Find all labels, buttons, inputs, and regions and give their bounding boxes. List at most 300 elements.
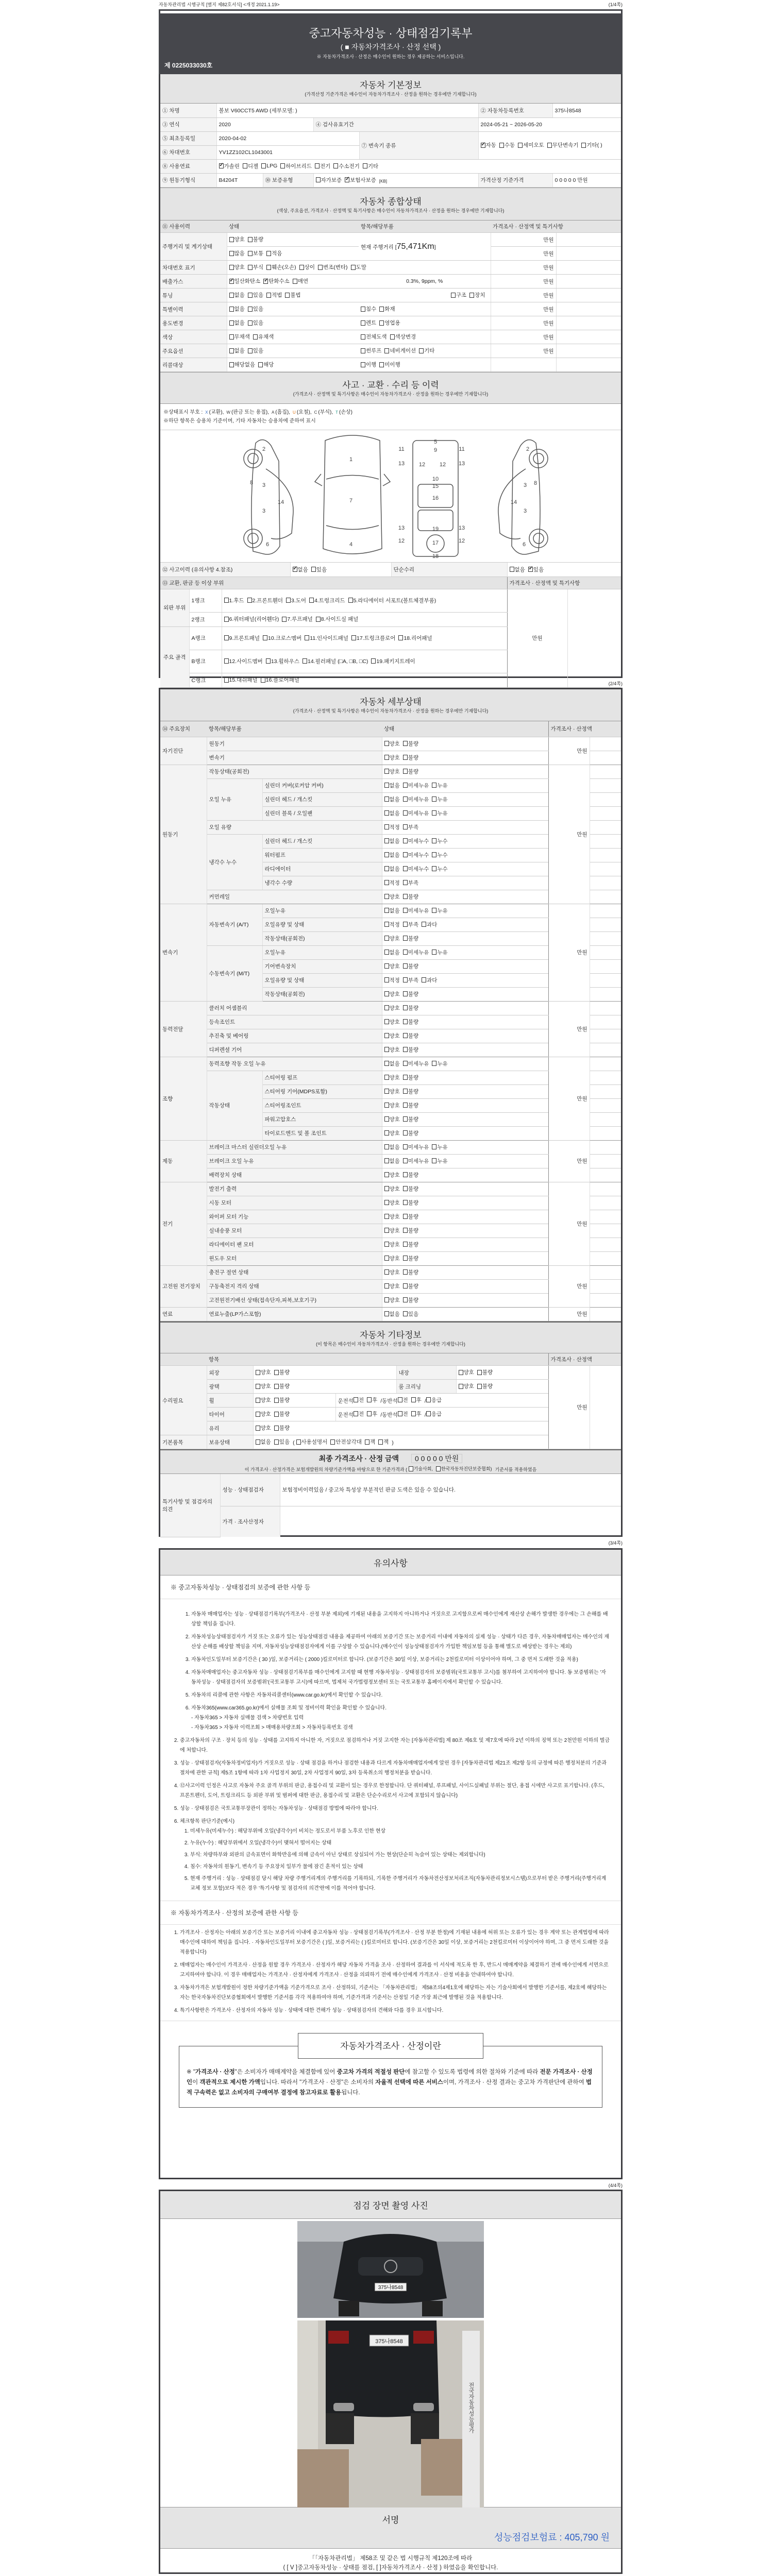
checkbox-option[interactable]: [384, 1268, 400, 1276]
checkbox[interactable]: [384, 991, 389, 996]
checkbox-option[interactable]: [316, 615, 359, 623]
checkbox[interactable]: [384, 1089, 389, 1094]
checkbox[interactable]: [354, 1411, 358, 1416]
checkbox[interactable]: [403, 880, 408, 885]
checkbox-option[interactable]: [403, 865, 429, 873]
checkbox-option[interactable]: [384, 990, 400, 998]
checkbox[interactable]: [403, 1214, 408, 1219]
checkbox[interactable]: [384, 963, 389, 969]
checkbox-option[interactable]: [263, 277, 290, 285]
checkbox[interactable]: [379, 362, 384, 367]
checkbox[interactable]: [451, 293, 456, 298]
checkbox-option[interactable]: [333, 162, 360, 170]
checkbox[interactable]: [363, 163, 367, 168]
checkbox[interactable]: [330, 1439, 335, 1445]
checkbox[interactable]: [384, 880, 389, 885]
checkbox-option[interactable]: [384, 1101, 400, 1109]
checkbox-option[interactable]: [367, 1410, 377, 1418]
checkbox[interactable]: [403, 1242, 408, 1247]
checkbox-option[interactable]: [224, 634, 260, 642]
checkbox[interactable]: [286, 598, 291, 603]
checkbox-option[interactable]: [303, 657, 368, 665]
checkbox-option[interactable]: [432, 865, 447, 873]
checkbox-option[interactable]: [305, 634, 348, 642]
checkbox-option[interactable]: [384, 921, 400, 928]
checkbox-option[interactable]: [384, 865, 400, 873]
checkbox-option[interactable]: [390, 333, 416, 341]
checkbox[interactable]: [419, 348, 424, 353]
checkbox[interactable]: [384, 908, 389, 913]
checkbox-option[interactable]: [451, 291, 466, 299]
checkbox-option[interactable]: [293, 566, 308, 573]
checkbox[interactable]: [274, 1439, 279, 1445]
checkbox-option[interactable]: [411, 1410, 422, 1418]
checkbox[interactable]: [384, 348, 389, 353]
checkbox[interactable]: [403, 1256, 408, 1261]
checkbox-option[interactable]: [403, 809, 429, 817]
checkbox-option[interactable]: [351, 634, 395, 642]
checkbox-option[interactable]: [403, 990, 418, 998]
checkbox[interactable]: [384, 894, 389, 899]
checkbox-option[interactable]: [384, 851, 400, 859]
checkbox-option[interactable]: [403, 1213, 418, 1221]
checkbox[interactable]: [403, 1200, 408, 1205]
checkbox-option[interactable]: [243, 162, 258, 170]
checkbox-option[interactable]: [274, 1438, 290, 1446]
checkbox-option[interactable]: [422, 976, 437, 984]
checkbox-option[interactable]: [518, 141, 544, 149]
checkbox-option[interactable]: [432, 1060, 447, 1067]
checkbox-option[interactable]: [384, 1157, 400, 1165]
checkbox-option[interactable]: [403, 907, 429, 914]
checkbox[interactable]: [229, 251, 234, 256]
checkbox[interactable]: [481, 143, 485, 148]
checkbox[interactable]: [403, 1075, 408, 1080]
checkbox-option[interactable]: [459, 1382, 474, 1390]
checkbox[interactable]: [256, 1370, 260, 1375]
checkbox-option[interactable]: [256, 1382, 271, 1390]
checkbox[interactable]: [403, 977, 408, 982]
checkbox-option[interactable]: [361, 319, 376, 327]
checkbox[interactable]: [224, 635, 229, 640]
checkbox[interactable]: [371, 658, 376, 664]
checkbox-option[interactable]: [432, 795, 447, 803]
checkbox[interactable]: [256, 1426, 260, 1431]
checkbox-option[interactable]: [363, 162, 378, 170]
checkbox[interactable]: [432, 950, 436, 955]
checkbox[interactable]: [378, 1439, 383, 1445]
checkbox[interactable]: [345, 177, 349, 182]
checkbox-option[interactable]: [384, 1060, 400, 1067]
checkbox[interactable]: [248, 265, 253, 270]
checkbox-option[interactable]: [256, 1424, 271, 1432]
checkbox-option[interactable]: [256, 1438, 271, 1446]
checkbox[interactable]: [426, 1411, 431, 1416]
checkbox-option[interactable]: [384, 935, 400, 942]
checkbox[interactable]: [384, 1005, 389, 1010]
checkbox[interactable]: [266, 293, 271, 298]
checkbox-option[interactable]: [296, 1438, 328, 1446]
checkbox-option[interactable]: [247, 597, 283, 604]
checkbox-option[interactable]: [384, 823, 400, 831]
checkbox[interactable]: [384, 1047, 389, 1052]
checkbox-option[interactable]: [379, 361, 400, 368]
checkbox-option[interactable]: [258, 361, 274, 368]
checkbox[interactable]: [403, 1144, 408, 1149]
checkbox-option[interactable]: [266, 291, 282, 299]
checkbox-option[interactable]: [403, 1018, 418, 1026]
checkbox-option[interactable]: [426, 1396, 442, 1404]
checkbox[interactable]: [229, 279, 234, 284]
checkbox[interactable]: [384, 838, 389, 843]
checkbox-option[interactable]: [426, 1410, 442, 1418]
checkbox-option[interactable]: [229, 263, 245, 271]
checkbox-option[interactable]: [384, 1018, 400, 1026]
checkbox-option[interactable]: [432, 782, 447, 789]
checkbox[interactable]: [384, 1144, 389, 1149]
checkbox-option[interactable]: [398, 1410, 408, 1418]
checkbox[interactable]: [361, 348, 365, 353]
checkbox-option[interactable]: [384, 1296, 400, 1304]
checkbox-option[interactable]: [309, 597, 345, 604]
checkbox[interactable]: [384, 1228, 389, 1233]
checkbox-option[interactable]: [403, 1060, 429, 1067]
checkbox[interactable]: [403, 894, 408, 899]
checkbox[interactable]: [384, 977, 389, 982]
checkbox[interactable]: [547, 143, 552, 148]
checkbox[interactable]: [403, 1061, 408, 1066]
checkbox-option[interactable]: [371, 657, 415, 665]
checkbox-option[interactable]: [403, 1268, 418, 1276]
checkbox[interactable]: [229, 362, 234, 367]
checkbox-option[interactable]: [274, 1424, 290, 1432]
checkbox[interactable]: [351, 635, 356, 640]
checkbox[interactable]: [253, 334, 258, 340]
checkbox[interactable]: [432, 1061, 436, 1066]
checkbox[interactable]: [432, 1144, 436, 1149]
checkbox[interactable]: [280, 163, 285, 168]
checkbox[interactable]: [409, 1466, 413, 1471]
checkbox[interactable]: [219, 163, 224, 168]
checkbox-option[interactable]: [436, 1465, 492, 1472]
checkbox[interactable]: [266, 658, 271, 664]
checkbox[interactable]: [263, 635, 267, 640]
checkbox-option[interactable]: [318, 263, 348, 271]
checkbox-option[interactable]: [384, 1032, 400, 1040]
checkbox-option[interactable]: [384, 1227, 400, 1234]
checkbox[interactable]: [229, 334, 234, 340]
checkbox[interactable]: [403, 1311, 408, 1316]
checkbox-option[interactable]: [581, 141, 602, 149]
checkbox-option[interactable]: [256, 1368, 271, 1376]
checkbox-option[interactable]: [409, 1465, 433, 1472]
checkbox-option[interactable]: [403, 1157, 429, 1165]
checkbox-option[interactable]: [403, 1046, 418, 1054]
checkbox[interactable]: [229, 237, 234, 242]
checkbox[interactable]: [432, 838, 436, 843]
checkbox[interactable]: [248, 348, 253, 353]
checkbox-option[interactable]: [403, 782, 429, 789]
checkbox[interactable]: [224, 617, 229, 622]
checkbox-option[interactable]: [403, 1143, 429, 1151]
checkbox-option[interactable]: [403, 1199, 418, 1207]
checkbox[interactable]: [403, 755, 408, 760]
checkbox[interactable]: [432, 796, 436, 802]
checkbox[interactable]: [367, 1411, 372, 1416]
checkbox-option[interactable]: [229, 305, 245, 313]
checkbox-option[interactable]: [229, 347, 245, 354]
checkbox[interactable]: [499, 143, 504, 148]
checkbox-option[interactable]: [469, 291, 485, 299]
checkbox-option[interactable]: [384, 1282, 400, 1290]
checkbox[interactable]: [411, 1411, 416, 1416]
checkbox[interactable]: [333, 163, 338, 168]
checkbox-option[interactable]: [229, 235, 245, 243]
checkbox-option[interactable]: [403, 935, 418, 942]
checkbox[interactable]: [379, 307, 384, 312]
checkbox[interactable]: [436, 1466, 441, 1471]
checkbox-option[interactable]: [411, 1396, 422, 1404]
checkbox[interactable]: [403, 810, 408, 816]
checkbox[interactable]: [248, 293, 253, 298]
checkbox[interactable]: [403, 1269, 408, 1275]
checkbox[interactable]: [403, 783, 408, 788]
checkbox-option[interactable]: [403, 1171, 418, 1179]
checkbox-option[interactable]: [315, 162, 330, 170]
checkbox[interactable]: [384, 796, 389, 802]
checkbox-option[interactable]: [293, 277, 308, 285]
checkbox[interactable]: [296, 1439, 301, 1445]
checkbox[interactable]: [248, 320, 253, 326]
checkbox[interactable]: [403, 866, 408, 871]
checkbox-option[interactable]: [361, 361, 376, 368]
checkbox-option[interactable]: [403, 962, 418, 970]
checkbox[interactable]: [403, 1033, 408, 1038]
checkbox-option[interactable]: [459, 1368, 474, 1376]
checkbox-option[interactable]: [384, 1241, 400, 1248]
checkbox-option[interactable]: [378, 1438, 389, 1446]
checkbox[interactable]: [459, 1384, 463, 1389]
checkbox-option[interactable]: [384, 740, 400, 748]
checkbox[interactable]: [384, 755, 389, 760]
checkbox[interactable]: [403, 838, 408, 843]
checkbox-option[interactable]: [528, 566, 544, 573]
checkbox[interactable]: [361, 307, 365, 312]
checkbox-option[interactable]: [384, 782, 400, 789]
checkbox-option[interactable]: [299, 263, 315, 271]
checkbox-option[interactable]: [365, 1438, 375, 1446]
checkbox-option[interactable]: [403, 1282, 418, 1290]
checkbox-option[interactable]: [398, 634, 432, 642]
checkbox-option[interactable]: [266, 263, 296, 271]
checkbox[interactable]: [432, 908, 436, 913]
checkbox-option[interactable]: [403, 795, 429, 803]
checkbox-option[interactable]: [547, 141, 579, 149]
checkbox[interactable]: [403, 936, 408, 941]
checkbox[interactable]: [432, 783, 436, 788]
checkbox-option[interactable]: [403, 879, 418, 887]
checkbox[interactable]: [309, 598, 314, 603]
checkbox-option[interactable]: [274, 1410, 290, 1418]
checkbox[interactable]: [403, 796, 408, 802]
checkbox[interactable]: [384, 866, 389, 871]
checkbox[interactable]: [403, 991, 408, 996]
checkbox[interactable]: [422, 922, 426, 927]
checkbox-option[interactable]: [432, 1157, 447, 1165]
checkbox-option[interactable]: [477, 1368, 493, 1376]
checkbox[interactable]: [581, 143, 586, 148]
checkbox[interactable]: [263, 279, 268, 284]
checkbox-option[interactable]: [481, 141, 496, 149]
checkbox-option[interactable]: [248, 291, 263, 299]
checkbox-option[interactable]: [403, 948, 429, 956]
checkbox-option[interactable]: [384, 1046, 400, 1054]
checkbox-option[interactable]: [274, 1396, 290, 1404]
checkbox-option[interactable]: [403, 837, 429, 845]
checkbox[interactable]: [403, 769, 408, 774]
checkbox[interactable]: [256, 1412, 260, 1417]
checkbox-option[interactable]: [384, 1004, 400, 1012]
checkbox-option[interactable]: [345, 176, 376, 184]
checkbox[interactable]: [459, 1370, 463, 1375]
checkbox-option[interactable]: [384, 962, 400, 970]
checkbox[interactable]: [365, 1439, 369, 1445]
checkbox-option[interactable]: [403, 851, 429, 859]
checkbox[interactable]: [293, 567, 297, 572]
checkbox[interactable]: [432, 810, 436, 816]
checkbox-option[interactable]: [266, 657, 299, 665]
checkbox-option[interactable]: [379, 319, 400, 327]
checkbox-option[interactable]: [403, 1101, 418, 1109]
checkbox-option[interactable]: [432, 837, 447, 845]
checkbox-option[interactable]: [248, 249, 263, 257]
checkbox-option[interactable]: [229, 291, 245, 299]
checkbox[interactable]: [398, 635, 403, 640]
checkbox-option[interactable]: [403, 976, 418, 984]
checkbox[interactable]: [384, 1019, 389, 1024]
checkbox-option[interactable]: [432, 851, 447, 859]
checkbox[interactable]: [229, 320, 234, 326]
checkbox[interactable]: [477, 1384, 482, 1389]
checkbox[interactable]: [316, 617, 321, 622]
checkbox-option[interactable]: [403, 1004, 418, 1012]
checkbox-option[interactable]: [361, 347, 381, 354]
checkbox[interactable]: [403, 1019, 408, 1024]
checkbox-option[interactable]: [285, 291, 300, 299]
checkbox-option[interactable]: [403, 1115, 418, 1123]
checkbox-option[interactable]: [398, 1396, 408, 1404]
checkbox-option[interactable]: [224, 615, 279, 623]
checkbox[interactable]: [282, 617, 287, 622]
checkbox[interactable]: [403, 1116, 408, 1122]
checkbox[interactable]: [261, 677, 265, 683]
checkbox-option[interactable]: [510, 566, 525, 573]
checkbox-option[interactable]: [384, 1074, 400, 1081]
checkbox-option[interactable]: [274, 1382, 290, 1390]
checkbox-option[interactable]: [229, 333, 250, 341]
checkbox[interactable]: [274, 1398, 279, 1403]
checkbox[interactable]: [403, 1186, 408, 1191]
checkbox[interactable]: [384, 1297, 389, 1302]
checkbox-option[interactable]: [361, 333, 387, 341]
checkbox[interactable]: [432, 1158, 436, 1163]
checkbox-option[interactable]: [403, 921, 418, 928]
checkbox[interactable]: [256, 1398, 260, 1403]
checkbox[interactable]: [384, 1103, 389, 1108]
checkbox-option[interactable]: [403, 754, 418, 761]
checkbox-option[interactable]: [248, 347, 263, 354]
checkbox[interactable]: [311, 567, 316, 572]
checkbox-option[interactable]: [384, 948, 400, 956]
checkbox-option[interactable]: [384, 795, 400, 803]
checkbox[interactable]: [384, 1214, 389, 1219]
checkbox-option[interactable]: [403, 1241, 418, 1248]
checkbox-option[interactable]: [384, 347, 416, 354]
checkbox-option[interactable]: [403, 893, 418, 901]
checkbox-option[interactable]: [229, 249, 245, 257]
checkbox-option[interactable]: [248, 319, 263, 327]
checkbox[interactable]: [256, 1439, 260, 1445]
checkbox[interactable]: [384, 1061, 389, 1066]
checkbox-option[interactable]: [229, 319, 245, 327]
checkbox[interactable]: [384, 1200, 389, 1205]
checkbox[interactable]: [384, 1283, 389, 1289]
checkbox-option[interactable]: [403, 1227, 418, 1234]
checkbox[interactable]: [248, 251, 253, 256]
checkbox-option[interactable]: [403, 1310, 418, 1318]
checkbox-option[interactable]: [348, 597, 436, 604]
checkbox[interactable]: [384, 769, 389, 774]
checkbox[interactable]: [384, 1033, 389, 1038]
checkbox-option[interactable]: [282, 615, 312, 623]
checkbox[interactable]: [403, 741, 408, 746]
checkbox-option[interactable]: [403, 1088, 418, 1095]
checkbox[interactable]: [274, 1384, 279, 1389]
checkbox[interactable]: [403, 1283, 408, 1289]
checkbox-option[interactable]: [403, 768, 418, 775]
checkbox-option[interactable]: [384, 754, 400, 761]
checkbox-option[interactable]: [384, 893, 400, 901]
checkbox[interactable]: [384, 1311, 389, 1316]
checkbox-option[interactable]: [351, 263, 366, 271]
checkbox[interactable]: [258, 362, 263, 367]
checkbox[interactable]: [403, 950, 408, 955]
checkbox[interactable]: [398, 1411, 402, 1416]
checkbox[interactable]: [432, 866, 436, 871]
checkbox-option[interactable]: [384, 1088, 400, 1095]
checkbox[interactable]: [256, 1384, 260, 1389]
checkbox-option[interactable]: [384, 1255, 400, 1262]
checkbox[interactable]: [384, 824, 389, 829]
checkbox-option[interactable]: [384, 879, 400, 887]
checkbox[interactable]: [367, 1397, 372, 1402]
checkbox-option[interactable]: [256, 1396, 271, 1404]
checkbox[interactable]: [477, 1370, 482, 1375]
checkbox[interactable]: [469, 293, 474, 298]
checkbox-option[interactable]: [432, 809, 447, 817]
checkbox[interactable]: [305, 635, 309, 640]
checkbox[interactable]: [384, 810, 389, 816]
checkbox-option[interactable]: [354, 1396, 364, 1404]
checkbox-option[interactable]: [403, 1129, 418, 1137]
checkbox-option[interactable]: [499, 141, 515, 149]
checkbox[interactable]: [229, 307, 234, 312]
checkbox[interactable]: [274, 1370, 279, 1375]
checkbox-option[interactable]: [266, 249, 282, 257]
checkbox-option[interactable]: [384, 809, 400, 817]
checkbox-option[interactable]: [229, 277, 261, 285]
checkbox-option[interactable]: [248, 263, 263, 271]
